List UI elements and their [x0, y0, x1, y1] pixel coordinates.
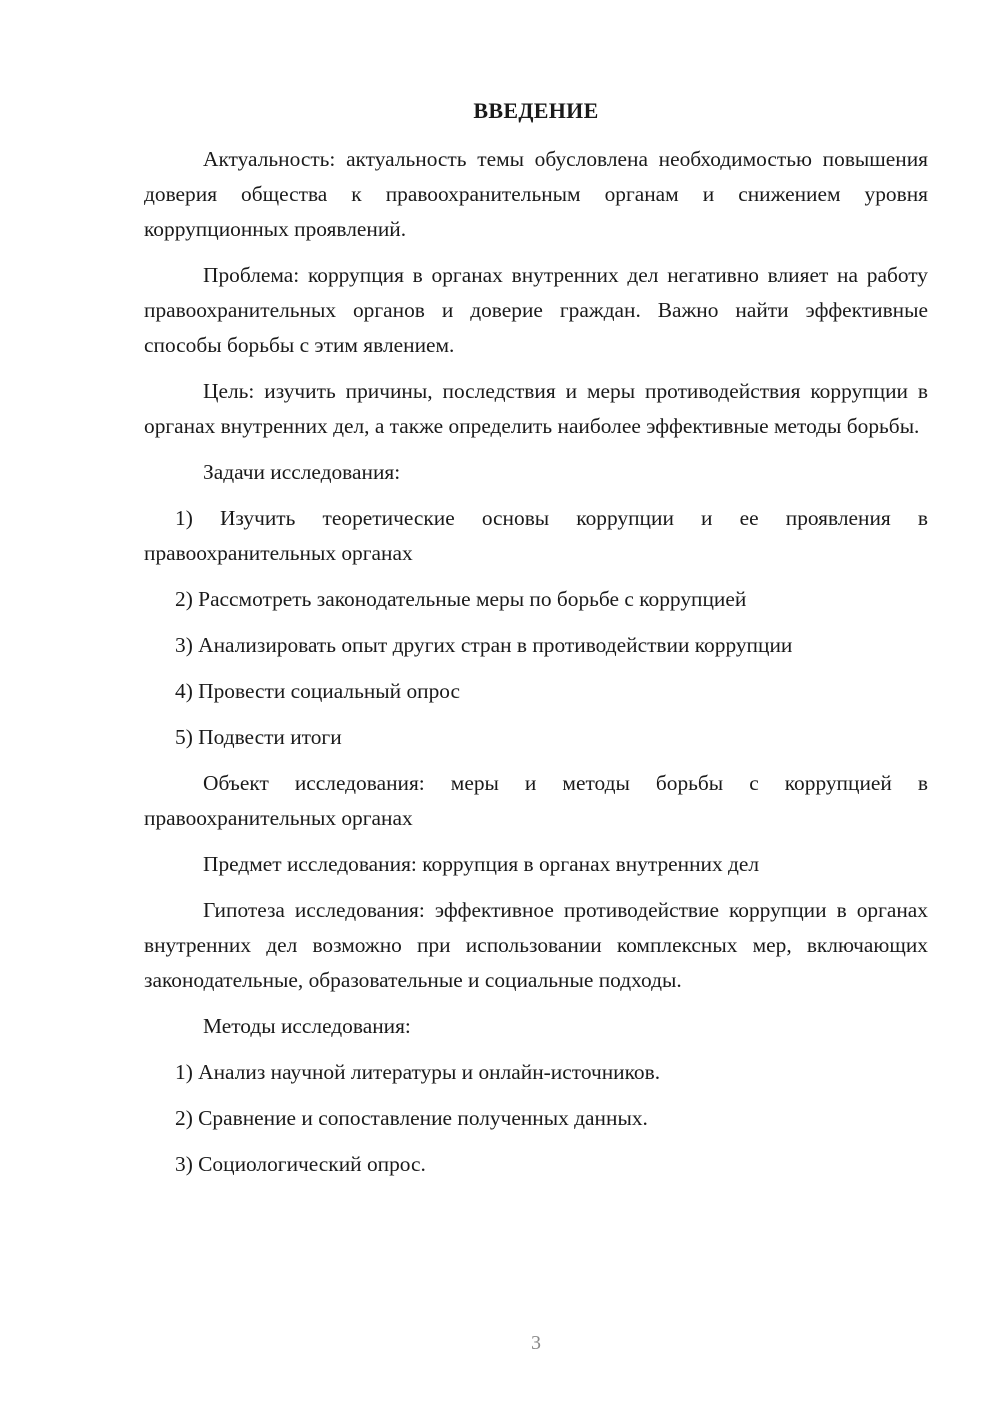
task-item-5: 5) Подвести итоги	[175, 725, 342, 749]
paragraph-goal: Цель: изучить причины, последствия и меры противодействия коррупции в органах внутренних дел, а также определить наиболее эффективные методы борьбы.	[144, 379, 928, 438]
task-item-4: 4) Провести социальный опрос	[175, 679, 461, 703]
task-item-2: 2) Рассмотреть законодательные меры по борьбе с коррупцией	[175, 587, 747, 611]
paragraph-object: Объект исследования: меры и методы борьбы с коррупцией в правоохранительных органах	[144, 771, 928, 830]
paragraph-subject: Предмет исследования: коррупция в органах внутренних дел	[203, 852, 760, 876]
method-item-2: 2) Сравнение и сопоставление полученных данных.	[175, 1106, 648, 1130]
task-item-1: 1) Изучить теоретические основы коррупции и ее проявления в правоохранительных органах	[144, 506, 928, 565]
page-title: ВВЕДЕНИЕ	[473, 98, 599, 123]
method-item-3: 3) Социологический опрос.	[175, 1152, 426, 1176]
paragraph-hypothesis: Гипотеза исследования: эффективное противодействие коррупции в органах внутренних дел возможно при использовании комплексных мер, включающих законодательные, образовательные и социальные подходы.	[144, 898, 928, 992]
paragraph-problem: Проблема: коррупция в органах внутренних дел негативно влияет на работу правоохранительных органов и доверие граждан. Важно найти эффективные способы борьбы с этим явлением.	[144, 263, 928, 357]
document-body	[144, 142, 928, 1193]
method-item-1: 1) Анализ научной литературы и онлайн-источников.	[175, 1060, 661, 1084]
task-item-3: 3) Анализировать опыт других стран в противодействии коррупции	[175, 633, 793, 657]
paragraph-relevance: Актуальность: актуальность темы обусловлена необходимостью повышения доверия общества к правоохранительным органам и снижением уровня коррупционных проявлений.	[144, 147, 928, 241]
methods-heading: Методы исследования:	[203, 1014, 411, 1038]
tasks-heading: Задачи исследования:	[203, 460, 401, 484]
page-number: 3	[531, 1332, 541, 1354]
